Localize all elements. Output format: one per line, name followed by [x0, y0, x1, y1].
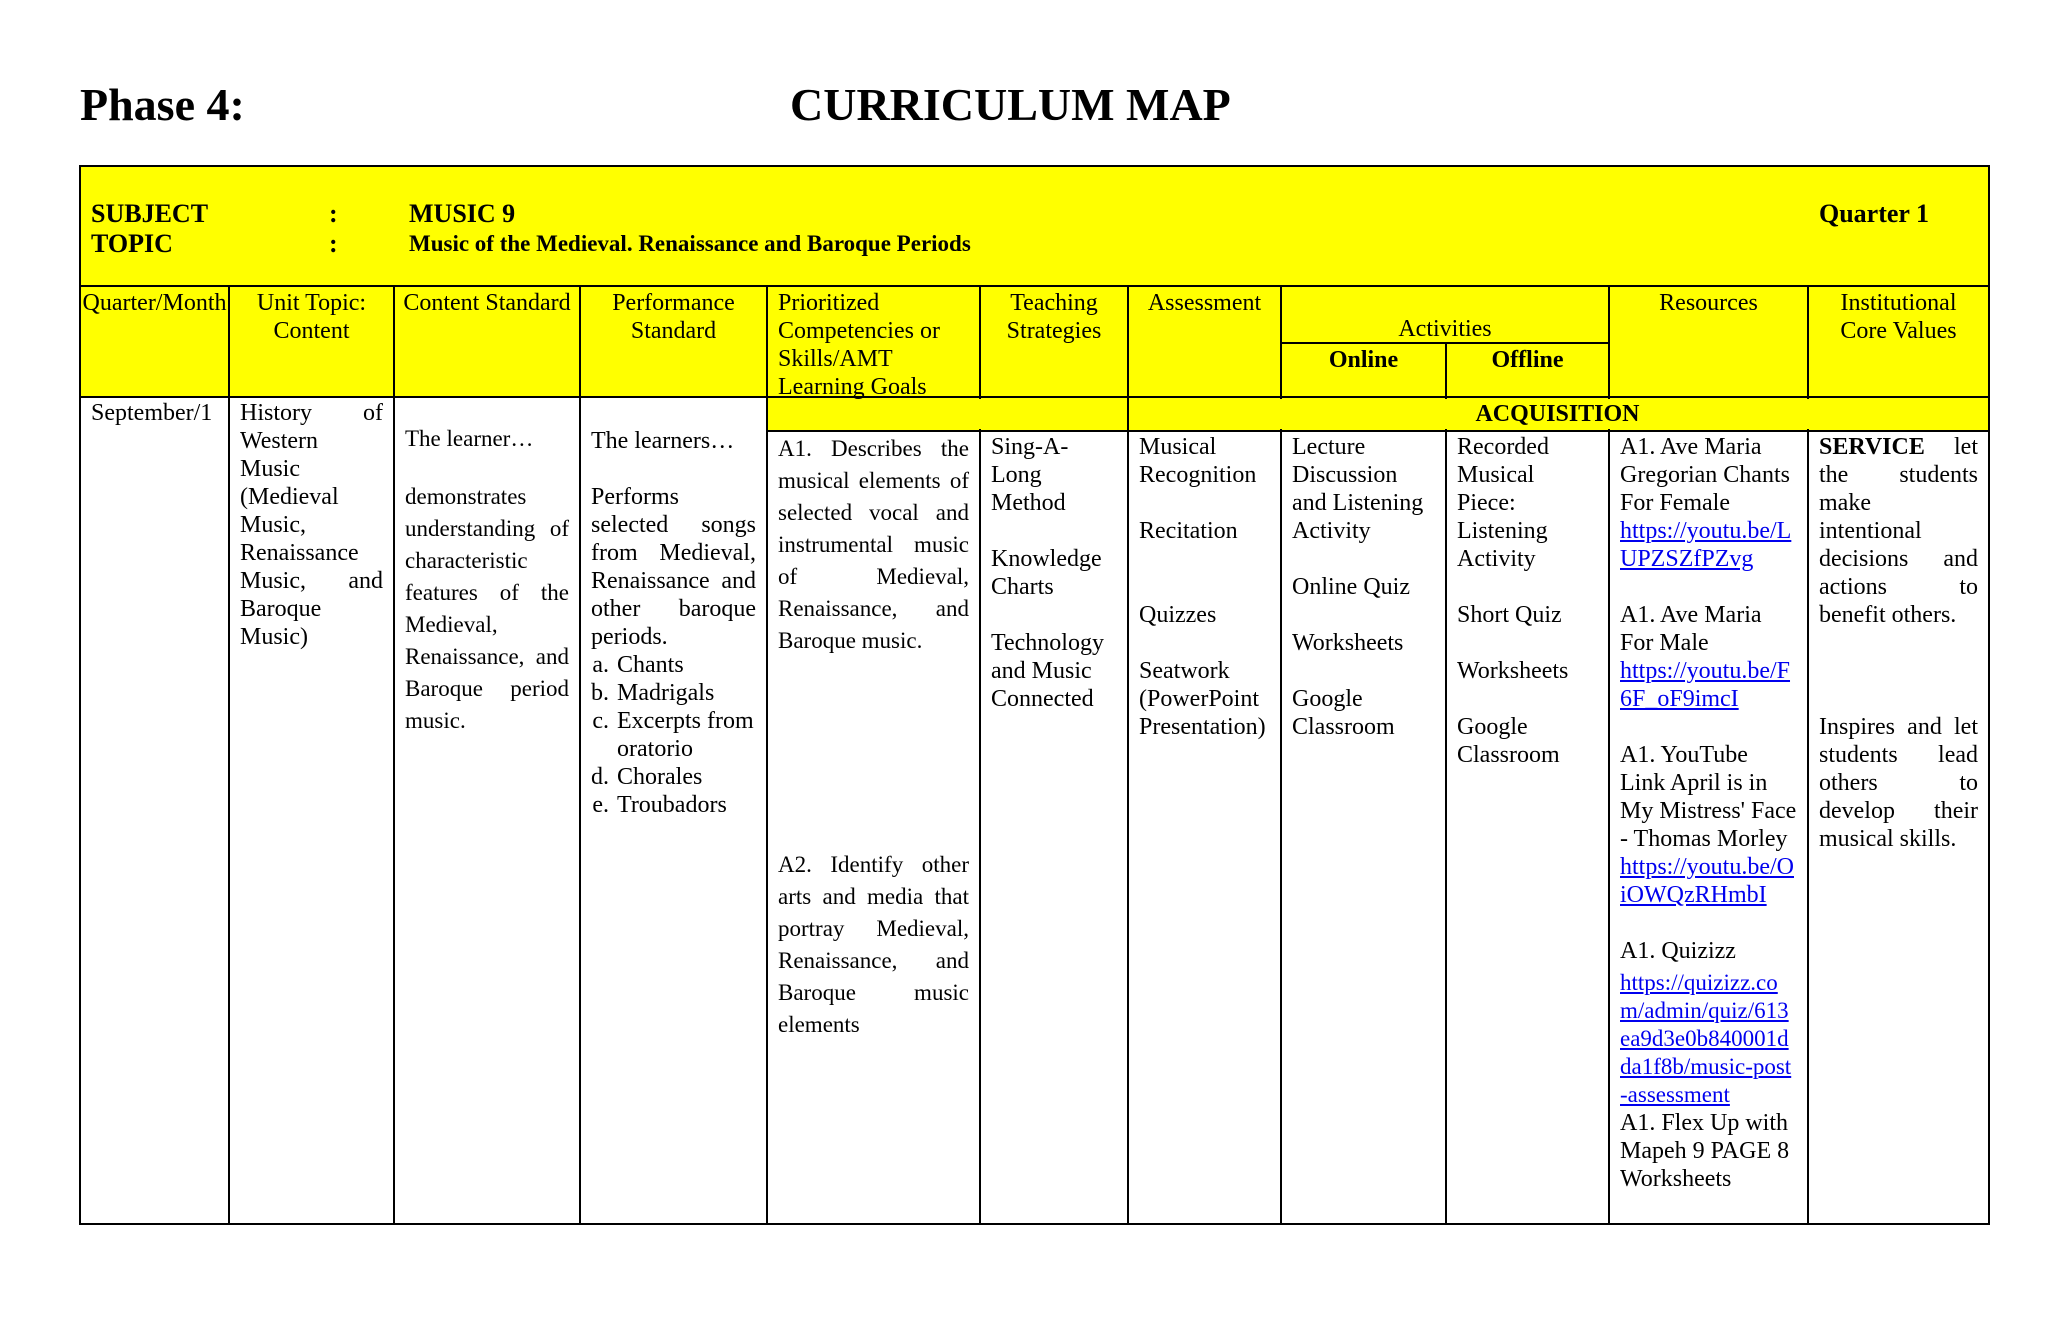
unit-topic-cell: History of Western Music (Medieval Music, Renaissance Music, and Baroque Music) [240, 400, 383, 650]
offline-item: Worksheets [1457, 658, 1569, 684]
list-item: d. Chorales [615, 763, 756, 791]
content-standard-cell [395, 423, 579, 737]
offline-item: Recorded Musical Piece: Listening Activity [1457, 434, 1549, 572]
resource-link[interactable]: https://youtu.be/LUPZSZfPZvg [1620, 518, 1792, 572]
offline-item: Short Quiz [1457, 602, 1562, 628]
offline-activities-cell [1447, 433, 1608, 769]
curriculum-map-table [79, 165, 1990, 1225]
assessment-cell [1129, 433, 1280, 741]
resource-text: A1. YouTube Link April is in My Mistress' Face - Thomas Morley [1620, 742, 1797, 852]
offline-item: Google Classroom [1457, 714, 1560, 768]
resources-cell [1610, 433, 1807, 1193]
teaching-item: Knowledge Charts [991, 546, 1102, 600]
subject-label: SUBJECT [91, 199, 209, 228]
col-header-content-standard: Content Standard [403, 290, 571, 316]
col-header-offline: Offline [1491, 347, 1564, 373]
divider [766, 287, 768, 1225]
subject-colon: : [329, 199, 338, 228]
resource-text: A1. Ave Maria Gregorian Chants For Female [1620, 434, 1790, 516]
performance-list [591, 651, 756, 819]
resource-link[interactable]: https://youtu.be/F6F_oF9imcI [1620, 658, 1791, 712]
resource-link[interactable]: https://youtu.be/OiOWQzRHmbI [1620, 854, 1794, 908]
resource-link[interactable]: https://quizizz.com/admin/quiz/613ea9d3e0b840001dda1f8b/music-post-assessment [1620, 970, 1792, 1107]
teaching-item: Technology and Music Connected [991, 630, 1104, 712]
col-header-performance-standard: Performance Standard [612, 290, 735, 344]
list-item: e. Troubadors [615, 791, 756, 819]
value-service-text: let the students make intentional decisions and actions to benefit others. [1819, 434, 1978, 628]
online-item: Online Quiz [1292, 574, 1410, 600]
teaching-item: Sing-A-Long Method [991, 434, 1069, 516]
col-header-unit-topic: Unit Topic: Content [256, 290, 367, 344]
assessment-item: Quizzes [1139, 602, 1217, 628]
performance-intro: The learners… [591, 428, 735, 454]
competency-a1: A1. Describes the musical elements of selected vocal and instrumental music of Medieval, Renaissance, and Baroque music. [778, 436, 969, 653]
divider [1280, 287, 1282, 399]
quarter-label: Quarter 1 [1819, 199, 1929, 228]
assessment-item: Recitation [1139, 518, 1238, 544]
value-service [1819, 433, 1978, 629]
divider [768, 430, 1988, 432]
value-inspires: Inspires and let students lead others to develop their musical skills. [1819, 714, 1978, 852]
online-activities-cell [1282, 433, 1445, 741]
value-service-keyword: SERVICE [1819, 434, 1925, 460]
topic-label: TOPIC [91, 229, 173, 258]
header-background [81, 167, 1988, 397]
phase-label: Phase 4: [80, 79, 245, 130]
col-header-online: Online [1328, 347, 1399, 373]
col-header-competencies: Prioritized Competencies or Skills/AMT Learning Goals [778, 290, 940, 400]
resource-text: A1. Ave Maria For Male [1620, 602, 1762, 656]
list-item: c. Excerpts from oratorio [615, 707, 756, 763]
col-header-activities: Activities [1398, 316, 1492, 342]
performance-standard-cell [581, 427, 766, 819]
col-header-assessment: Assessment [1147, 290, 1262, 316]
topic-value: Music of the Medieval. Renaissance and Baroque Periods [409, 231, 971, 256]
competency-a2: A2. Identify other arts and media that portray Medieval, Renaissance, and Baroque music elements [778, 852, 969, 1037]
acquisition-band: ACQUISITION [1475, 401, 1640, 427]
col-header-quarter-month: Quarter/Month [82, 290, 227, 316]
content-body: demonstrates understanding of characteristic features of the Medieval, Renaissance, and Baroque period music. [405, 484, 569, 733]
online-item: Lecture Discussion and Listening Activity [1292, 434, 1424, 544]
divider [81, 396, 1988, 398]
list-item: b. Madrigals [615, 679, 756, 707]
col-header-teaching-strategies: Teaching Strategies [1006, 290, 1102, 344]
resource-text: A1. Quizizz [1620, 938, 1736, 964]
performance-body: Performs selected songs from Medieval, Renaissance and other baroque periods. [591, 484, 756, 650]
page-title: CURRICULUM MAP [790, 79, 1231, 130]
col-header-core-values: Institutional Core Values [1840, 290, 1957, 344]
online-item: Worksheets [1292, 630, 1404, 656]
teaching-strategies-cell [981, 433, 1127, 713]
assessment-item: Seatwork (PowerPoint Presentation) [1139, 658, 1266, 740]
resource-text: A1. Flex Up with Mapeh 9 PAGE 8 Worksheets [1620, 1110, 1790, 1192]
col-header-resources: Resources [1659, 290, 1758, 316]
topic-colon: : [329, 229, 338, 258]
assessment-item: Musical Recognition [1139, 434, 1257, 488]
list-item: a. Chants [615, 651, 756, 679]
month-cell: September/1 [91, 400, 213, 426]
content-intro: The learner… [405, 426, 534, 451]
online-item: Google Classroom [1292, 686, 1395, 740]
subject-value: MUSIC 9 [409, 199, 516, 228]
core-values-cell [1809, 433, 1988, 853]
